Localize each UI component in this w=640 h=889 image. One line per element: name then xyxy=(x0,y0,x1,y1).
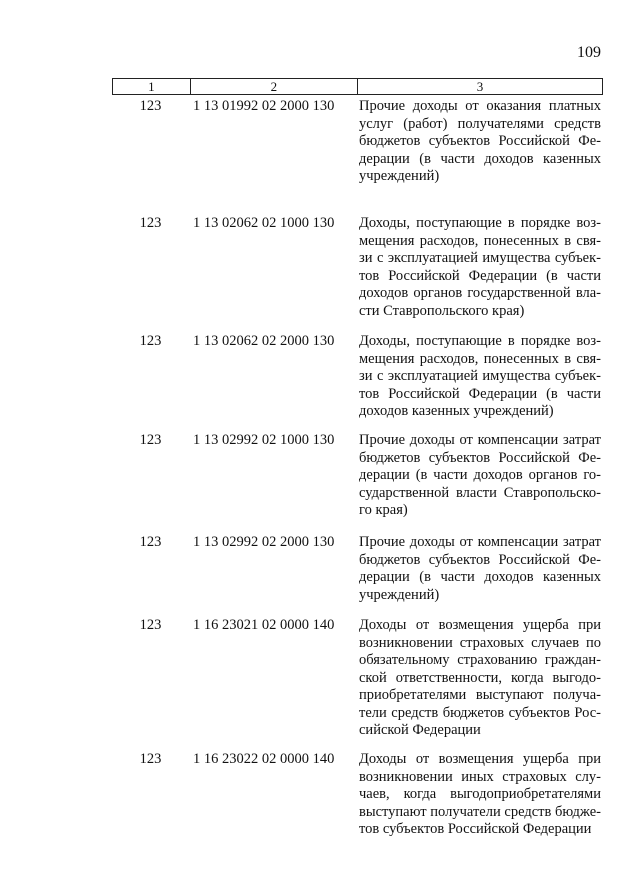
admin-code: 123 xyxy=(139,98,162,114)
description-line: Доходы от возмещения ущерба при xyxy=(359,617,601,633)
table-row xyxy=(112,617,603,740)
description-line: тов Российской Федерации (в части xyxy=(359,385,601,402)
description-line: доходов казенных учреждений) xyxy=(359,403,554,419)
table-row xyxy=(112,534,603,604)
admin-code: 123 xyxy=(139,617,162,633)
admin-code: 123 xyxy=(139,215,162,231)
description-line: ской ответственности, когда выгодо- xyxy=(359,669,601,686)
income-description xyxy=(356,617,601,740)
description-line: Прочие доходы от компенсации затрат xyxy=(359,534,601,550)
description-line: дерации (в части доходов казенных xyxy=(359,150,601,167)
admin-code: 123 xyxy=(139,751,162,767)
description-line: мещения расходов, понесенных в свя- xyxy=(359,350,601,367)
budget-classification-code: 1 13 02062 02 2000 130 xyxy=(193,333,335,349)
income-description xyxy=(356,98,601,186)
income-description xyxy=(356,333,601,421)
description-line: доходов органов государственной вла- xyxy=(359,285,601,301)
budget-classification-code: 1 16 23021 02 0000 140 xyxy=(193,617,335,633)
budget-classification-code: 1 13 02062 02 1000 130 xyxy=(193,215,335,231)
description-line: Прочие доходы от оказания платных xyxy=(359,98,601,114)
description-line: зи с эксплуатацией имущества субъек- xyxy=(359,368,601,384)
table-row xyxy=(112,333,603,421)
income-description xyxy=(356,215,601,320)
header-col-1: 1 xyxy=(148,79,155,94)
income-description xyxy=(356,432,601,520)
table-row xyxy=(112,432,603,520)
description-line: возникновении иных страховых слу- xyxy=(359,768,601,785)
budget-classification-code: 1 16 23022 02 0000 140 xyxy=(193,751,335,767)
description-line: тели средств бюджетов субъектов Рос- xyxy=(359,704,601,721)
description-line: зи с эксплуатацией имущества субъек- xyxy=(359,250,601,266)
header-col-3: 3 xyxy=(357,79,602,94)
page-number: 109 xyxy=(577,44,601,61)
description-line: чаев, когда выгодоприобретателями xyxy=(359,786,601,802)
income-description xyxy=(356,751,601,839)
description-line: го края) xyxy=(359,502,408,518)
description-line: сти Ставропольского края) xyxy=(359,302,525,319)
description-line: сийской Федерации xyxy=(359,722,481,738)
description-line: Доходы от возмещения ущерба при xyxy=(359,751,601,767)
budget-classification-code: 1 13 02992 02 1000 130 xyxy=(193,432,335,448)
description-line: бюджетов субъектов Российской Фе- xyxy=(359,551,601,568)
description-line: Доходы, поступающие в порядке воз- xyxy=(359,215,601,231)
table-row xyxy=(112,751,603,839)
income-classification-table xyxy=(112,78,603,837)
budget-classification-code: 1 13 02992 02 2000 130 xyxy=(193,534,335,550)
description-line: обязательному страхованию граждан- xyxy=(359,652,601,668)
description-line: приобретателями выступают получа- xyxy=(359,687,601,703)
description-line: мещения расходов, понесенных в свя- xyxy=(359,232,601,249)
description-line: учреждений) xyxy=(359,586,440,603)
description-line: бюджетов субъектов Российской Фе- xyxy=(359,133,601,149)
income-description xyxy=(356,534,601,604)
description-line: бюджетов субъектов Российской Фе- xyxy=(359,449,601,466)
admin-code: 123 xyxy=(139,432,162,448)
description-line: Прочие доходы от компенсации затрат xyxy=(359,432,601,448)
description-line: учреждений) xyxy=(359,168,440,184)
table-row xyxy=(112,98,603,186)
description-line: услуг (работ) получателями средств xyxy=(359,115,601,132)
table-header xyxy=(112,78,603,95)
description-line: тов Российской Федерации (в части xyxy=(359,267,601,284)
description-line: возникновении страховых случаев по xyxy=(359,634,601,651)
header-col-2: 2 xyxy=(190,79,357,94)
admin-code: 123 xyxy=(139,534,162,550)
description-line: выступают получатели средств бюдже- xyxy=(359,803,601,820)
description-line: дерации (в части доходов казенных xyxy=(359,569,601,585)
admin-code: 123 xyxy=(139,333,162,349)
description-line: Доходы, поступающие в порядке воз- xyxy=(359,333,601,349)
budget-classification-code: 1 13 01992 02 2000 130 xyxy=(193,98,335,114)
description-line: тов субъектов Российской Федерации xyxy=(359,821,592,837)
description-line: сударственной власти Ставропольско- xyxy=(359,484,601,501)
description-line: дерации (в части доходов органов го- xyxy=(359,467,601,483)
table-row xyxy=(112,215,603,320)
